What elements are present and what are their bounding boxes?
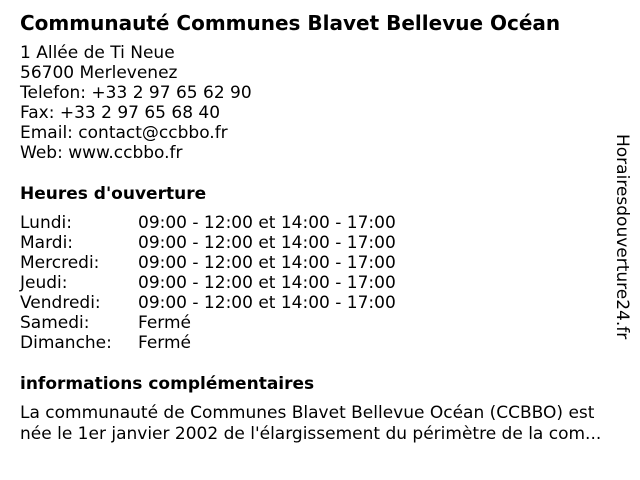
hours-row-sunday (20, 333, 396, 353)
hours-row-wednesday (20, 253, 396, 273)
email-address: Email: contact@ccbbo.fr (20, 123, 228, 143)
day-label: Dimanche: (20, 333, 112, 353)
day-label: Vendredi: (20, 293, 101, 313)
day-label: Jeudi: (20, 273, 68, 293)
description-line: La communauté de Communes Blavet Bellevue Océan (CCBBO) est (20, 403, 595, 423)
website: Web: www.ccbbo.fr (20, 143, 183, 163)
watermark: Horairesdouverture24.fr (612, 134, 632, 340)
hours-row-saturday (20, 313, 396, 333)
fax-number: Fax: +33 2 97 65 68 40 (20, 103, 221, 123)
postal-city: 56700 Merlevenez (20, 63, 178, 83)
hours-row-thursday (20, 273, 396, 293)
time-value: 09:00 - 12:00 et 14:00 - 17:00 (138, 253, 396, 273)
day-label: Mercredi: (20, 253, 100, 273)
day-label: Samedi: (20, 313, 90, 333)
description-line: née le 1er janvier 2002 de l'élargissement du périmètre de la com... (20, 424, 602, 444)
hours-row-monday (20, 213, 396, 233)
time-value: 09:00 - 12:00 et 14:00 - 17:00 (138, 233, 396, 253)
day-label: Mardi: (20, 233, 74, 253)
time-value: Fermé (138, 313, 192, 333)
street-address: 1 Allée de Ti Neue (20, 43, 175, 63)
opening-hours-heading: Heures d'ouverture (20, 184, 207, 204)
time-value: 09:00 - 12:00 et 14:00 - 17:00 (138, 213, 396, 233)
phone-number: Telefon: +33 2 97 65 62 90 (20, 83, 252, 103)
time-value: 09:00 - 12:00 et 14:00 - 17:00 (138, 273, 396, 293)
additional-info-heading: informations complémentaires (20, 374, 315, 394)
hours-row-friday (20, 293, 396, 313)
day-label: Lundi: (20, 213, 72, 233)
opening-hours-table (20, 213, 396, 353)
hours-row-tuesday (20, 233, 396, 253)
page-title: Communauté Communes Blavet Bellevue Océan (20, 11, 561, 35)
time-value: Fermé (138, 333, 192, 353)
time-value: 09:00 - 12:00 et 14:00 - 17:00 (138, 293, 396, 313)
additional-info-text (20, 403, 620, 445)
address-block (20, 43, 252, 163)
